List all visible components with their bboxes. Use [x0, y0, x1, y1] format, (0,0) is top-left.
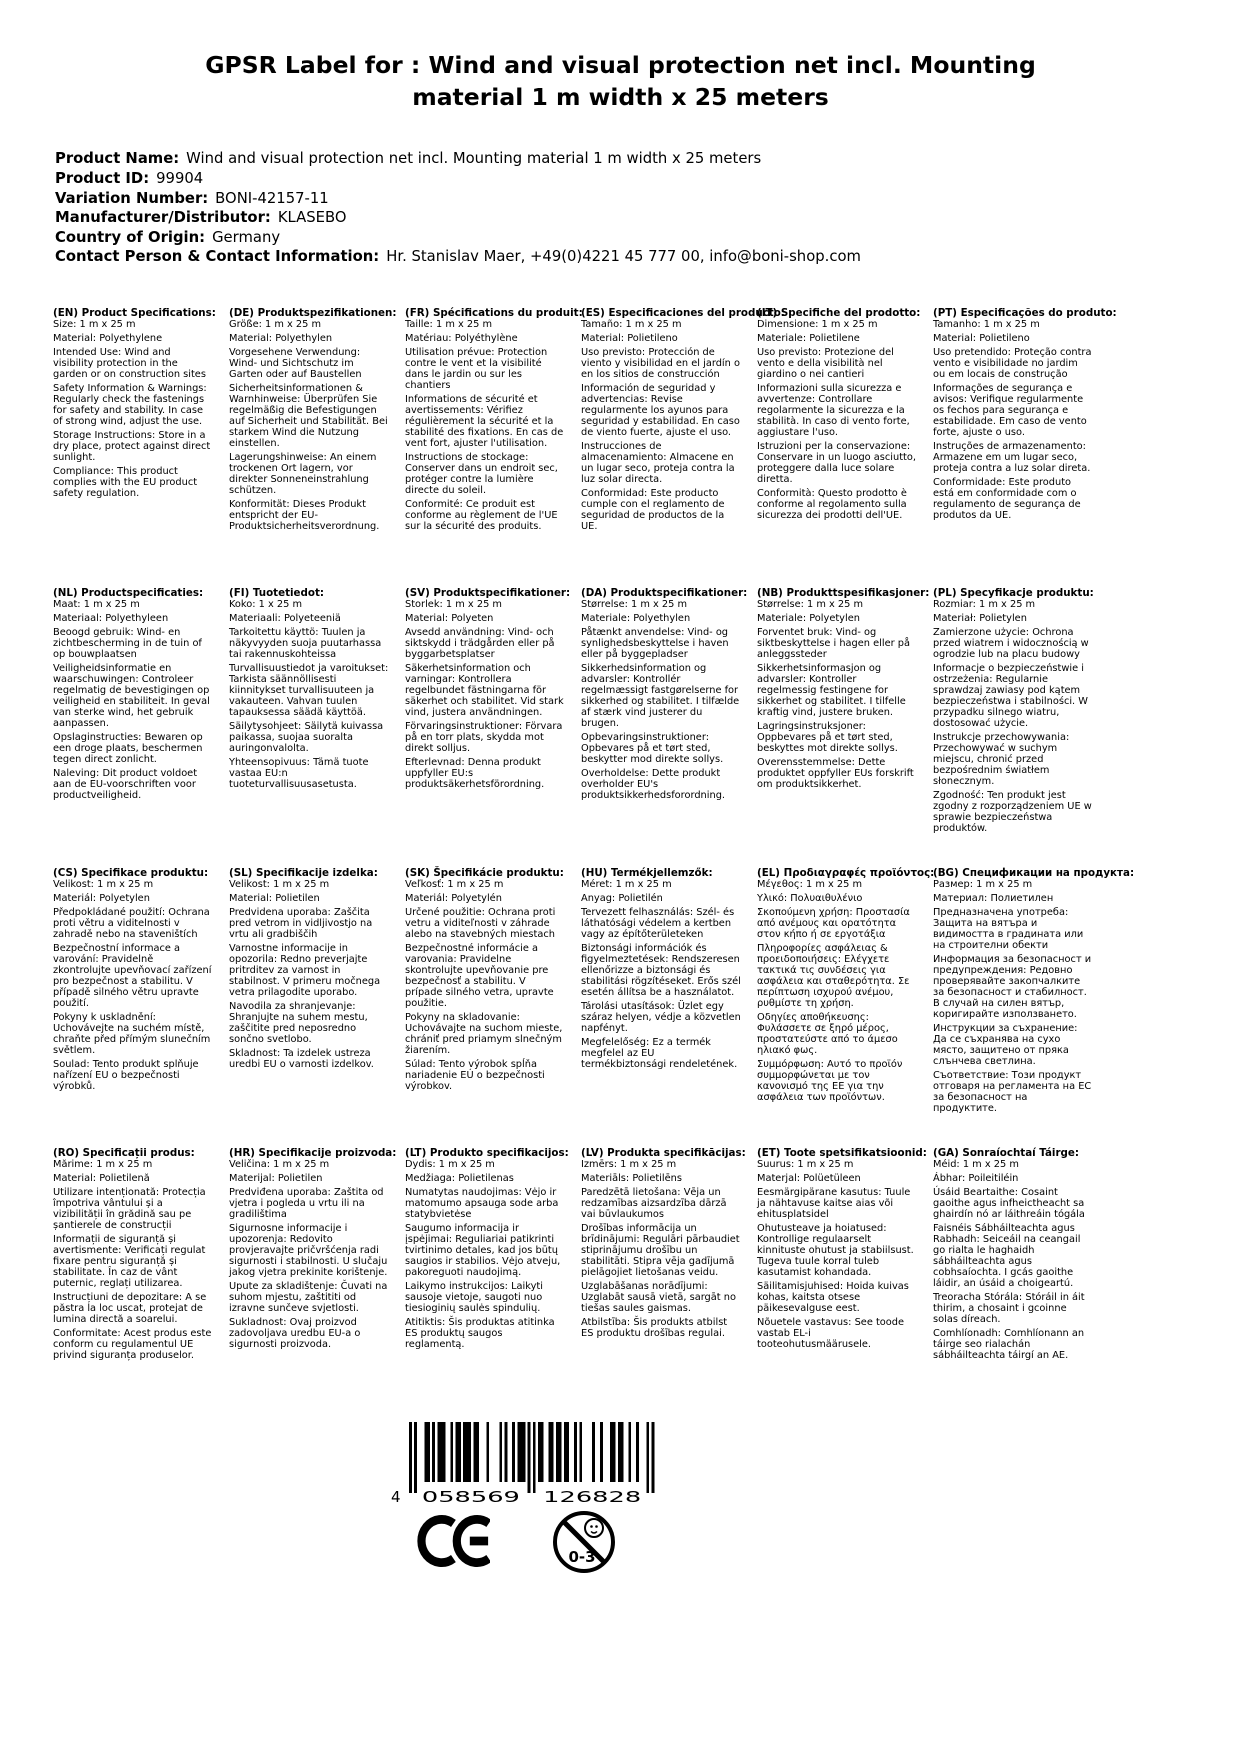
spec-paragraph: Material: Polietileno	[581, 333, 678, 344]
spec-paragraph: Uso pretendido: Proteção contra vento e visibilidade no jardim ou em locais de construção	[933, 347, 1092, 380]
spec-paragraph: Avsedd användning: Vind- och siktskydd i trädgården eller på byggarbetsplatser	[405, 627, 555, 660]
language-block-heading: (NL) Productspecificaties:	[53, 587, 204, 599]
spec-paragraph: Conformitate: Acest produs este conform cu regulamentul UE privind siguranța produselor.	[53, 1328, 212, 1361]
language-block-lt	[405, 1147, 581, 1427]
spec-paragraph: Съответствие: Този продукт отговаря на регламента на ЕС за безопасност на продуктите.	[933, 1070, 1092, 1114]
language-block-fi	[229, 587, 405, 867]
spec-paragraph: Comhlíonadh: Comhlíonann an táirge seo rialachán sábháilteachta táirgí an AE.	[933, 1328, 1085, 1361]
spec-paragraph: Utilisation prévue: Protection contre le vent et la visibilité dans le jardin ou sur les chantiers	[405, 347, 548, 391]
language-block-heading: (LT) Produkto specifikacijos:	[405, 1147, 569, 1159]
spec-paragraph: Storlek: 1 m x 25 m	[405, 599, 502, 610]
spec-paragraph: Intended Use: Wind and visibility protection in the garden or on construction sites	[53, 347, 206, 380]
language-block-bg	[933, 867, 1135, 1147]
spec-paragraph: Materiale: Polyetylen	[757, 613, 860, 624]
footer-marks	[0, 1422, 1241, 1732]
spec-paragraph: Predvidena uporaba: Zaščita pred vetrom in vidljivostjo na vrtu ali gradbiščih	[229, 907, 373, 940]
spec-paragraph: Bezpečnostné informácie a varovania: Pravidelne skontrolujte upevňovanie pre bezpečnosť a stabilitu. V prípade silného vetra, upravte použitie.	[405, 943, 554, 1009]
spec-paragraph: Material: Polietileno	[933, 333, 1030, 344]
barcode-digit-system: 4	[391, 1488, 401, 1506]
spec-paragraph: Påtænkt anvendelse: Vind- og synlighedsbeskyttelse i haven eller på byggepladser	[581, 627, 729, 660]
spec-paragraph: Paredzētā lietošana: Vēja un redzamības aizsardzība dārzā vai būvlaukumos	[581, 1187, 727, 1220]
language-block-it	[757, 307, 933, 587]
spec-paragraph: Предназначена употреба: Защита на вятъра и видимостта в градината или на строителни обекти	[933, 907, 1084, 951]
spec-paragraph: Skladnost: Ta izdelek ustreza uredbi EU o varnosti izdelkov.	[229, 1048, 374, 1070]
spec-paragraph: Materiaali: Polyeteeniä	[229, 613, 341, 624]
spec-paragraph: Předpokládané použití: Ochrana proti větru a viditelnosti v zahradě nebo na staveništích	[53, 907, 210, 940]
spec-paragraph: Información de seguridad y advertencias: Revise regularmente los ayunos para seguridad y estabilidad. En caso de viento fuerte, ajuste el uso.	[581, 383, 740, 438]
language-blocks-grid	[53, 307, 1241, 1427]
language-block-heading: (PT) Especificações do produto:	[933, 307, 1117, 319]
spec-paragraph: Πληροφορίες ασφάλειας & προειδοποιήσεις: Ελέγχετε τακτικά τις συνδέσεις για ασφάλεια και σταθερότητα. Σε περίπτωση ισχυρού ανέμου, ρυθμίστε τη χρήση.	[757, 943, 910, 1009]
contact-info-label: Contact Person & Contact Information:	[55, 248, 380, 266]
language-block-sk	[405, 867, 581, 1147]
spec-paragraph: Sigurnosne informacije i upozorenja: Redovito provjeravajte pričvršćenja radi sigurnosti i stabilnosti. U slučaju jakog vjetra prekinite korištenje.	[229, 1223, 388, 1278]
age-range-label: 0-3	[568, 1548, 596, 1566]
spec-paragraph: Určené použitie: Ochrana proti vetru a viditeľnosti v záhrade alebo na stavebných miestach	[405, 907, 556, 940]
spec-paragraph: Tamanho: 1 m x 25 m	[933, 319, 1040, 330]
spec-paragraph: Materiāls: Polietilēns	[581, 1173, 682, 1184]
spec-paragraph: Varnostne informacije in opozorila: Redno preverjajte pritrditev za varnost in stabilnost. V primeru močnega vetra prilagodite uporabo.	[229, 943, 381, 998]
spec-paragraph: Materiál: Polyetylén	[405, 893, 502, 904]
country-of-origin-label: Country of Origin:	[55, 228, 206, 246]
spec-paragraph: Uso previsto: Protección de viento y visibilidad en el jardín o en los sitios de construcción	[581, 347, 740, 380]
language-block-heading: (SL) Specifikacije izdelka:	[229, 867, 378, 879]
language-block-heading: (GA) Sonraíochtaí Táirge:	[933, 1147, 1080, 1159]
spec-paragraph: Predviđena uporaba: Zaštita od vjetra i pogleda u vrtu ili na gradilištima	[229, 1187, 384, 1220]
spec-paragraph: Méret: 1 m x 25 m	[581, 879, 672, 890]
language-block-nl	[53, 587, 229, 867]
spec-paragraph: Material: Polyethylen	[229, 333, 333, 344]
spec-paragraph: Velikost: 1 m x 25 m	[229, 879, 330, 890]
spec-paragraph: Biztonsági információk és figyelmeztetések: Rendszeresen ellenőrizze a biztonsági és stabilitási rögzítéseket. Erős szél esetén állítsa be a használatot.	[581, 943, 741, 998]
spec-paragraph: Conformità: Questo prodotto è conforme al regolamento sulla sicurezza dei prodotti dell'UE.	[757, 488, 907, 521]
language-block-lv	[581, 1147, 757, 1427]
language-block-pl	[933, 587, 1109, 867]
spec-paragraph: Ábhar: Poileitiléin	[933, 1173, 1019, 1184]
manufacturer-value: KLASEBO	[277, 209, 347, 227]
spec-paragraph: Instruções de armazenamento: Armazene em um lugar seco, proteja contra a luz solar direta.	[933, 441, 1091, 474]
spec-paragraph: Compliance: This product complies with the EU product safety regulation.	[53, 466, 198, 499]
spec-paragraph: Atitiktis: Šis produktas atitinka ES produktų saugos reglamentą.	[405, 1317, 555, 1350]
spec-paragraph: Atbilstība: Šis produkts atbilst ES produktu drošības regulai.	[581, 1317, 728, 1339]
spec-paragraph: Dimensione: 1 m x 25 m	[757, 319, 878, 330]
language-block-heading: (FR) Spécifications du produit:	[405, 307, 583, 319]
spec-paragraph: Koko: 1 x 25 m	[229, 599, 303, 610]
spec-paragraph: Informations de sécurité et avertissements: Vérifiez régulièrement la sécurité et la stabilité des fixations. En cas de vent fort, ajuster l'utilisation.	[405, 394, 564, 449]
spec-paragraph: Méid: 1 m x 25 m	[933, 1159, 1019, 1170]
spec-paragraph: Material: Polietilen	[229, 893, 320, 904]
spec-paragraph: Megfelelőség: Ez a termék megfelel az EU termékbiztonsági rendeletének.	[581, 1037, 738, 1070]
spec-paragraph: Opbevaringsinstruktioner: Opbevares på et tørt sted, beskytter mod direkte sollys.	[581, 732, 724, 765]
language-block-sv	[405, 587, 581, 867]
contact-info-row	[55, 247, 1241, 267]
spec-paragraph: Säilytysohjeet: Säilytä kuivassa paikassa, suojaa suoralta auringonvalolta.	[229, 721, 384, 754]
spec-paragraph: Sukladnost: Ovaj proizvod zadovoljava uredbu EU-a o sigurnosti proizvoda.	[229, 1317, 361, 1350]
language-block-ro	[53, 1147, 229, 1427]
spec-paragraph: Konformität: Dieses Produkt entspricht der EU-Produktsicherheitsverordnung.	[229, 499, 380, 532]
spec-paragraph: Σκοπούμενη χρήση: Προστασία από ανέμους και ορατότητα στον κήπο ή σε εργοτάξια	[757, 907, 910, 940]
spec-paragraph: Treoracha Stórála: Stóráil in áit thirim, a chosaint i gcoinne solas díreach.	[933, 1292, 1085, 1325]
spec-paragraph: Materiaal: Polyethyleen	[53, 613, 169, 624]
product-info	[55, 149, 1241, 267]
spec-paragraph: Pokyny na skladovanie: Uchovávajte na suchom mieste, chrániť pred priamym slnečným žiarením.	[405, 1012, 563, 1056]
variation-number-value: BONI-42157-11	[215, 189, 329, 207]
country-of-origin-row	[55, 228, 1241, 248]
spec-paragraph: Инструкции за съхранение: Да се съхранява на сухо място, защитено от пряка слънчева светлина.	[933, 1023, 1078, 1067]
spec-paragraph: Lagerungshinweise: An einem trockenen Ort lagern, vor direkter Sonneneinstrahlung schützen.	[229, 452, 377, 496]
spec-paragraph: Conformité: Ce produit est conforme au règlement de l'UE sur la sécurité des produits.	[405, 499, 558, 532]
spec-paragraph: Size: 1 m x 25 m	[53, 319, 136, 330]
spec-paragraph: Numatytas naudojimas: Vėjo ir matomumo apsauga sode arba statybvietėse	[405, 1187, 559, 1220]
spec-paragraph: Größe: 1 m x 25 m	[229, 319, 322, 330]
spec-paragraph: Medžiaga: Polietilenas	[405, 1173, 514, 1184]
spec-paragraph: Информация за безопасност и предупреждения: Редовно проверявайте закопчалките за безопасност и стабилност. В случай на силен вятър, коригирайте използването.	[933, 954, 1092, 1020]
language-block-heading: (NB) Produkttspesifikasjoner:	[757, 587, 930, 599]
spec-paragraph: Suurus: 1 m x 25 m	[757, 1159, 854, 1170]
spec-paragraph: Taille: 1 m x 25 m	[405, 319, 493, 330]
spec-paragraph: Matériau: Polyéthylène	[405, 333, 518, 344]
spec-paragraph: Laikymo instrukcijos: Laikyti sausoje vietoje, saugoti nuo tiesioginių saulės spindulių.	[405, 1281, 543, 1314]
spec-paragraph: Säkerhetsinformation och varningar: Kontrollera regelbundet fästningarna för säkerhet och stabilitet. Vid stark vind, justera användningen.	[405, 663, 564, 718]
spec-paragraph: Materiał: Polietylen	[933, 613, 1027, 624]
product-id-label: Product ID:	[55, 170, 150, 188]
spec-paragraph: Instrucciones de almacenamiento: Almacene en un lugar seco, proteja contra la luz solar directa.	[581, 441, 735, 485]
language-block-cs	[53, 867, 229, 1147]
language-block-heading: (DA) Produktspecifikationer:	[581, 587, 748, 599]
product-id-value: 99904	[156, 170, 204, 188]
spec-paragraph: Turvallisuustiedot ja varoitukset: Tarkista säännöllisesti kiinnitykset turvallisuuteen ja vakauteen. Vahvan tuulen tapauksessa säädä käyttöä.	[229, 663, 389, 718]
baby-face-icon	[585, 1519, 603, 1537]
spec-paragraph: Anyag: Polietilén	[581, 893, 663, 904]
spec-paragraph: Veličina: 1 m x 25 m	[229, 1159, 330, 1170]
spec-paragraph: Maat: 1 m x 25 m	[53, 599, 140, 610]
country-of-origin-value: Germany	[212, 228, 281, 246]
barcode-digits-left: 058569	[421, 1488, 520, 1506]
spec-paragraph: Saugumo informacija ir įspėjimai: Reguliariai patikrinti tvirtinimo detales, kad jos būtų saugios ir stabilios. Vėjo atveju, pakoreguoti naudojimą.	[405, 1223, 561, 1278]
spec-paragraph: Tamaño: 1 m x 25 m	[581, 319, 682, 330]
spec-paragraph: Pokyny k uskladnění: Uchovávejte na suchém místě, chraňte před přímým slunečním světlem.	[53, 1012, 211, 1056]
spec-paragraph: Størrelse: 1 m x 25 m	[757, 599, 864, 610]
spec-paragraph: Utilizare intenționată: Protecția împotriva vântului și a vizibilității în grădină sau pe șantierele de construcții	[53, 1187, 206, 1231]
product-name-row	[55, 149, 1241, 169]
language-block-sl	[229, 867, 405, 1147]
spec-paragraph: Veľkosť: 1 m x 25 m	[405, 879, 504, 890]
spec-paragraph: Tárolási utasítások: Üzlet egy száraz helyen, védje a közvetlen napfényt.	[581, 1001, 741, 1034]
language-block-heading: (EL) Προδιαγραφές προϊόντος:	[757, 867, 935, 879]
spec-paragraph: Dydis: 1 m x 25 m	[405, 1159, 495, 1170]
language-block-heading: (CS) Specifikace produktu:	[53, 867, 209, 879]
spec-paragraph: Faisnéis Sábháilteachta agus Rabhadh: Seiceáil na ceangail go rialta le haghaidh sábháilteachta agus cobhsaíochta. I gcás gaoithe láidir, an úsáid a choigeartú.	[933, 1223, 1081, 1289]
spec-paragraph: Sicherheitsinformationen & Warnhinweise: Überprüfen Sie regelmäßig die Befestigungen auf Sicherheit und Stabilität. Bei starkem Wind die Nutzung einstellen.	[229, 383, 388, 449]
manufacturer-row	[55, 208, 1241, 228]
language-block-nb	[757, 587, 933, 867]
spec-paragraph: Forventet bruk: Vind- og siktbeskyttelse i hagen eller på anleggssteder	[757, 627, 910, 660]
spec-paragraph: Materjal: Polüetüleen	[757, 1173, 861, 1184]
spec-paragraph: Safety Information & Warnings: Regularly check the fastenings for safety and stability. In case of strong wind, adjust the use.	[53, 383, 207, 427]
barcode-digits-right: 126828	[543, 1488, 642, 1506]
language-block-heading: (LV) Produkta specifikācijas:	[581, 1147, 746, 1159]
spec-paragraph: Storage Instructions: Store in a dry place, protect against direct sunlight.	[53, 430, 211, 463]
language-block-es	[581, 307, 785, 587]
spec-paragraph: Uso previsto: Protezione del vento e della visibilità nel giardino o nei cantieri	[757, 347, 894, 380]
spec-paragraph: Overensstemmelse: Dette produktet oppfyller EUs forskrift om produktsikkerhet.	[757, 757, 914, 790]
spec-paragraph: Efterlevnad: Denna produkt uppfyller EU:s produktsäkerhetsförordning.	[405, 757, 545, 790]
language-block-heading: (BG) Спецификации на продукта:	[933, 867, 1135, 879]
spec-paragraph: Informações de segurança e avisos: Verifique regularmente os fechos para segurança e estabilidade. Em caso de vento forte, ajuste o uso.	[933, 383, 1087, 438]
spec-paragraph: Υλικό: Πολυαιθυλένιο	[757, 893, 863, 904]
product-name-label: Product Name:	[55, 150, 180, 168]
spec-paragraph: Yhteensopivuus: Tämä tuote vastaa EU:n tuoteturvallisuusasetusta.	[229, 757, 369, 790]
language-block-et	[757, 1147, 933, 1427]
language-block-en	[53, 307, 229, 587]
variation-number-row	[55, 189, 1241, 209]
ce-mark-icon	[408, 1514, 490, 1568]
spec-paragraph: Instrukcje przechowywania: Przechowywać w suchym miejscu, chronić przed bezpośrednim światłem słonecznym.	[933, 732, 1070, 787]
spec-paragraph: Συμμόρφωση: Αυτό το προϊόν συμμορφώνεται με τον κανονισμό της ΕΕ για την ασφάλεια των προϊόντων.	[757, 1059, 903, 1103]
spec-paragraph: Velikost: 1 m x 25 m	[53, 879, 154, 890]
spec-paragraph: Materijal: Polietilen	[229, 1173, 323, 1184]
spec-paragraph: Bezpečnostní informace a varování: Pravidelně zkontrolujte upevňovací zařízení pro bezpečnost a stabilitu. V případě silného větru upravte použití.	[53, 943, 212, 1009]
spec-paragraph: Soulad: Tento produkt splňuje nařízení EU o bezpečnosti výrobků.	[53, 1059, 199, 1092]
spec-paragraph: Navodila za shranjevanje: Shranjujte na suhem mestu, zaščitite pred neposredno sončno svetlobo.	[229, 1001, 368, 1045]
spec-paragraph: Opslaginstructies: Bewaren op een droge plaats, beschermen tegen direct zonlicht.	[53, 732, 203, 765]
language-block-heading: (ET) Toote spetsifikatsioonid:	[757, 1147, 927, 1159]
spec-paragraph: Förvaringsinstruktioner: Förvara på en torr plats, skydda mot direkt solljus.	[405, 721, 563, 754]
language-block-fr	[405, 307, 581, 587]
spec-paragraph: Материал: Полиетилен	[933, 893, 1054, 904]
spec-paragraph: Conformidad: Este producto cumple con el reglamento de seguridad de productos de la UE.	[581, 488, 725, 532]
spec-paragraph: Material: Polyethylene	[53, 333, 163, 344]
spec-paragraph: Mărime: 1 m x 25 m	[53, 1159, 153, 1170]
spec-paragraph: Uzglabāšanas norādījumi: Uzglabāt sausā vietā, sargāt no tiešas saules gaismas.	[581, 1281, 736, 1314]
spec-paragraph: Istruzioni per la conservazione: Conservare in un luogo asciutto, proteggere dalla luce solare diretta.	[757, 441, 917, 485]
page-title: GPSR Label for : Wind and visual protection net incl. Mounting material 1 m width x 25 meters	[205, 51, 1036, 111]
language-block-de	[229, 307, 405, 587]
language-block-heading: (SV) Produktspecifikationer:	[405, 587, 571, 599]
language-block-heading: (EN) Product Specifications:	[53, 307, 216, 319]
spec-paragraph: Μέγεθος: 1 m x 25 m	[757, 879, 863, 890]
spec-paragraph: Upute za skladištenje: Čuvati na suhom mjestu, zaštititi od izravne sunčeve svjetlosti.	[229, 1281, 388, 1314]
contact-info-value: Hr. Stanislav Maer, +49(0)4221 45 777 00, info@boni-shop.com	[386, 248, 861, 266]
spec-paragraph: Zamierzone użycie: Ochrona przed wiatrem i widocznością w ogrodzie lub na placu budowy	[933, 627, 1089, 660]
spec-paragraph: Sikkerhedsinformation og advarsler: Kontrollér regelmæssigt fastgørelserne for sikkerhed og stabilitet. I tilfælde af stærk vind justerer du brugen.	[581, 663, 740, 729]
language-block-ga	[933, 1147, 1109, 1427]
spec-paragraph: Informacje o bezpieczeństwie i ostrzeżenia: Regularnie sprawdzaj zawiasy pod kątem bezpieczeństwa i stabilności. W przypadku silnego wiatru, dostosować użycie.	[933, 663, 1088, 729]
spec-paragraph: Material: Polyeten	[405, 613, 494, 624]
spec-paragraph: Tervezett felhasználás: Szél- és láthatósági védelem a kertben vagy az építőterületeken	[581, 907, 735, 940]
spec-paragraph: Instructions de stockage: Conserver dans un endroit sec, protéger contre la lumière directe du soleil.	[405, 452, 558, 496]
language-block-heading: (FI) Tuotetiedot:	[229, 587, 324, 599]
language-block-el	[757, 867, 933, 1147]
product-id-row	[55, 169, 1241, 189]
ean-barcode	[385, 1422, 685, 1508]
spec-paragraph: Naleving: Dit product voldoet aan de EU-voorschriften voor productveiligheid.	[53, 768, 198, 801]
spec-paragraph: Material: Polietilenă	[53, 1173, 150, 1184]
spec-paragraph: Ohutusteave ja hoiatused: Kontrollige regulaarselt kinnituste ohutust ja stabiilsust. Tugeva tuule korral tuleb kasutamist kohandada.	[757, 1223, 914, 1278]
spec-paragraph: Tarkoitettu käyttö: Tuulen ja näkyvyyden suoja puutarhassa tai rakennuskohteissa	[229, 627, 382, 660]
spec-paragraph: Úsáid Beartaithe: Cosaint gaoithe agus infheictheacht sa ghairdín nó ar láithreáin tógála	[933, 1187, 1085, 1220]
language-block-heading: (HR) Specifikacije proizvoda:	[229, 1147, 397, 1159]
spec-paragraph: Overholdelse: Dette produkt overholder EU's produktsikkerhedsforordning.	[581, 768, 726, 801]
spec-paragraph: Размер: 1 m x 25 m	[933, 879, 1033, 890]
language-block-hu	[581, 867, 757, 1147]
spec-paragraph: Nõuetele vastavus: See toode vastab EL-i tooteohutusmäärusele.	[757, 1317, 905, 1350]
spec-paragraph: Instrucțiuni de depozitare: A se păstra la loc uscat, protejat de lumina directă a soarelui.	[53, 1292, 207, 1325]
spec-paragraph: Οδηγίες αποθήκευσης: Φυλάσσετε σε ξηρό μέρος, προστατεύστε από το άμεσο ηλιακό φως.	[757, 1012, 898, 1056]
spec-paragraph: Conformidade: Este produto está em conformidade com o regulamento de segurança de produtos da UE.	[933, 477, 1081, 521]
manufacturer-label: Manufacturer/Distributor:	[55, 209, 271, 227]
age-warning-icon	[552, 1496, 616, 1588]
language-block-heading: (RO) Specificații produs:	[53, 1147, 195, 1159]
language-block-pt	[933, 307, 1117, 587]
spec-paragraph: Lagringsinstruksjoner: Oppbevares på et tørt sted, beskyttes mot direkte sollys.	[757, 721, 898, 754]
spec-paragraph: Materiál: Polyetylen	[53, 893, 150, 904]
language-block-heading: (DE) Produktspezifikationen:	[229, 307, 397, 319]
language-block-hr	[229, 1147, 405, 1427]
spec-paragraph: Izmērs: 1 m x 25 m	[581, 1159, 677, 1170]
spec-paragraph: Beoogd gebruik: Wind- en zichtbescherming in de tuin of op bouwplaatsen	[53, 627, 202, 660]
spec-paragraph: Informații de siguranță și avertismente: Verificați regulat fixare pentru siguranță și stabilitate. În caz de vânt puternic, reglați utilizarea.	[53, 1234, 206, 1289]
language-block-heading: (IT) Specifiche del prodotto:	[757, 307, 921, 319]
spec-paragraph: Størrelse: 1 m x 25 m	[581, 599, 688, 610]
variation-number-label: Variation Number:	[55, 189, 209, 207]
language-block-heading: (HU) Termékjellemzők:	[581, 867, 713, 879]
spec-paragraph: Informazioni sulla sicurezza e avvertenze: Controllare regolarmente la sicurezza e la stabilità. In caso di vento forte, aggiustare l'uso.	[757, 383, 910, 438]
spec-paragraph: Veiligheidsinformatie en waarschuwingen: Controleer regelmatig de bevestigingen op veiligheid en stabiliteit. In geval van sterke wind, het gebruik aanpassen.	[53, 663, 210, 729]
spec-paragraph: Rozmiar: 1 m x 25 m	[933, 599, 1036, 610]
language-block-da	[581, 587, 757, 867]
spec-paragraph: Eesmärgipärane kasutus: Tuule ja nähtavuse kaitse aias või ehitusplatsidel	[757, 1187, 911, 1220]
spec-paragraph: Zgodność: Ten produkt jest zgodny z rozporządzeniem UE w sprawie bezpieczeństwa produktów.	[933, 790, 1092, 834]
language-block-heading: (SK) Špecifikácie produktu:	[405, 867, 564, 879]
spec-paragraph: Materiale: Polyethylen	[581, 613, 691, 624]
spec-paragraph: Súlad: Tento výrobok spĺňa nariadenie EÚ o bezpečnosti výrobkov.	[405, 1059, 545, 1092]
product-name-value: Wind and visual protection net incl. Mounting material 1 m width x 25 meters	[186, 150, 762, 168]
language-block-heading: (ES) Especificaciones del producto:	[581, 307, 785, 319]
language-block-heading: (PL) Specyfikacje produktu:	[933, 587, 1094, 599]
spec-paragraph: Sikkerhetsinformasjon og advarsler: Kontroller regelmessig festingene for sikkerhet og stabilitet. I tilfelle kraftig vind, justere bruken.	[757, 663, 906, 718]
spec-paragraph: Säilitamisjuhised: Hoida kuivas kohas, kaitsta otsese päikesevalguse eest.	[757, 1281, 909, 1314]
spec-paragraph: Drošības informācija un brīdinājumi: Regulāri pārbaudiet stiprinājumu drošību un stabilitāti. Stipra vēja gadījumā pielāgojiet lietošanas veidu.	[581, 1223, 740, 1278]
spec-paragraph: Materiale: Polietilene	[757, 333, 860, 344]
spec-paragraph: Vorgesehene Verwendung: Wind- und Sichtschutz im Garten oder auf Baustellen	[229, 347, 362, 380]
